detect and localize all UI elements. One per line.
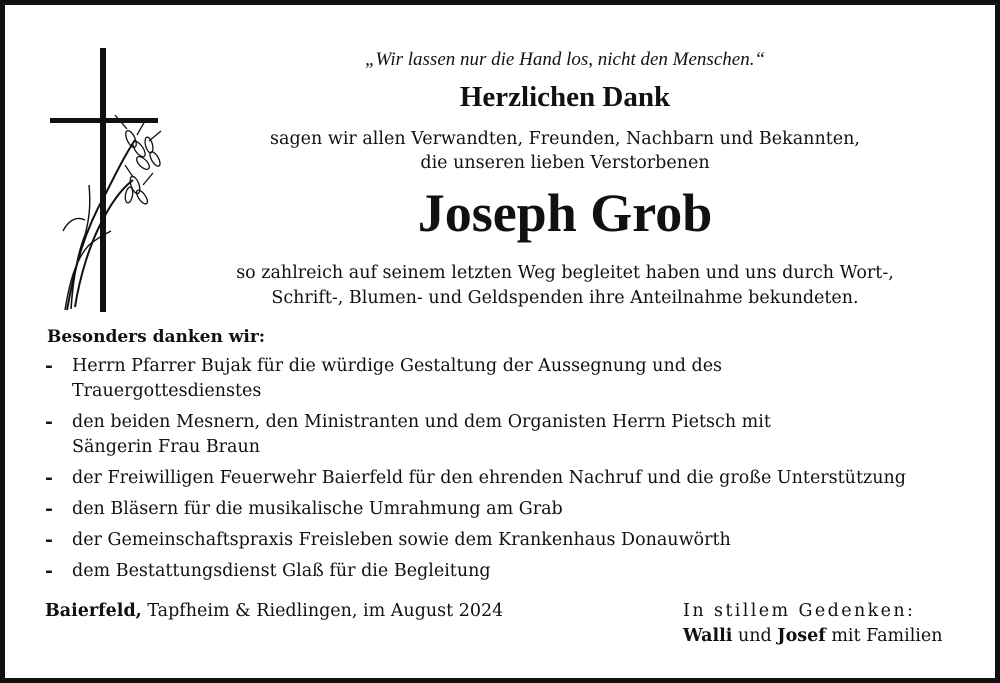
bullet-dash: - bbox=[45, 467, 53, 489]
list-item: - den Bläsern für die musikalische Umrahmung am Grab bbox=[45, 498, 563, 520]
bullet-dash: - bbox=[45, 355, 53, 377]
memorial-quote: „Wir lassen nur die Hand los, nicht den Menschen.“ bbox=[364, 49, 766, 70]
thanks-title: Herzlichen Dank bbox=[459, 81, 671, 113]
thanks-list bbox=[45, 354, 990, 590]
list-item: - der Gemeinschaftspraxis Freisleben sowie dem Krankenhaus Donauwörth bbox=[45, 529, 731, 551]
list-item: - den beiden Mesnern, den Ministranten und dem Organisten Herrn Pietsch mit Sängerin Frau Braun bbox=[45, 411, 771, 457]
special-thanks-heading: Besonders danken wir: bbox=[47, 327, 266, 347]
deceased-name: Joseph Grob bbox=[417, 183, 713, 243]
list-item: - Herrn Pfarrer Bujak für die würdige Gestaltung der Aussegnung und des Trauergottesdienstes bbox=[45, 355, 723, 401]
memory-line: In stillem Gedenken: bbox=[683, 601, 916, 621]
list-item: - dem Bestattungsdienst Glaß für die Begleitung bbox=[45, 560, 491, 582]
bullet-dash: - bbox=[45, 498, 53, 520]
body-line: so zahlreich auf seinem letzten Weg begleitet haben und uns durch Wort-, bbox=[236, 263, 894, 283]
intro-line: die unseren lieben Verstorbenen bbox=[420, 153, 710, 173]
place-and-date: Baierfeld, Tapfheim & Riedlingen, im August 2024 bbox=[45, 601, 504, 621]
body-text bbox=[5, 261, 1000, 311]
intro-line: sagen wir allen Verwandten, Freunden, Nachbarn und Bekannten, bbox=[270, 129, 860, 149]
list-item: - der Freiwilligen Feuerwehr Baierfeld für den ehrenden Nachruf und die große Unterstützung bbox=[45, 467, 906, 489]
intro-text bbox=[5, 127, 1000, 175]
bullet-dash: - bbox=[45, 529, 53, 551]
family-signature: Walli und Josef mit Familien bbox=[683, 626, 943, 646]
bullet-dash: - bbox=[45, 560, 53, 582]
body-line: Schrift-, Blumen- und Geldspenden ihre Anteilnahme bekundeten. bbox=[271, 288, 859, 308]
bullet-dash: - bbox=[45, 411, 53, 433]
